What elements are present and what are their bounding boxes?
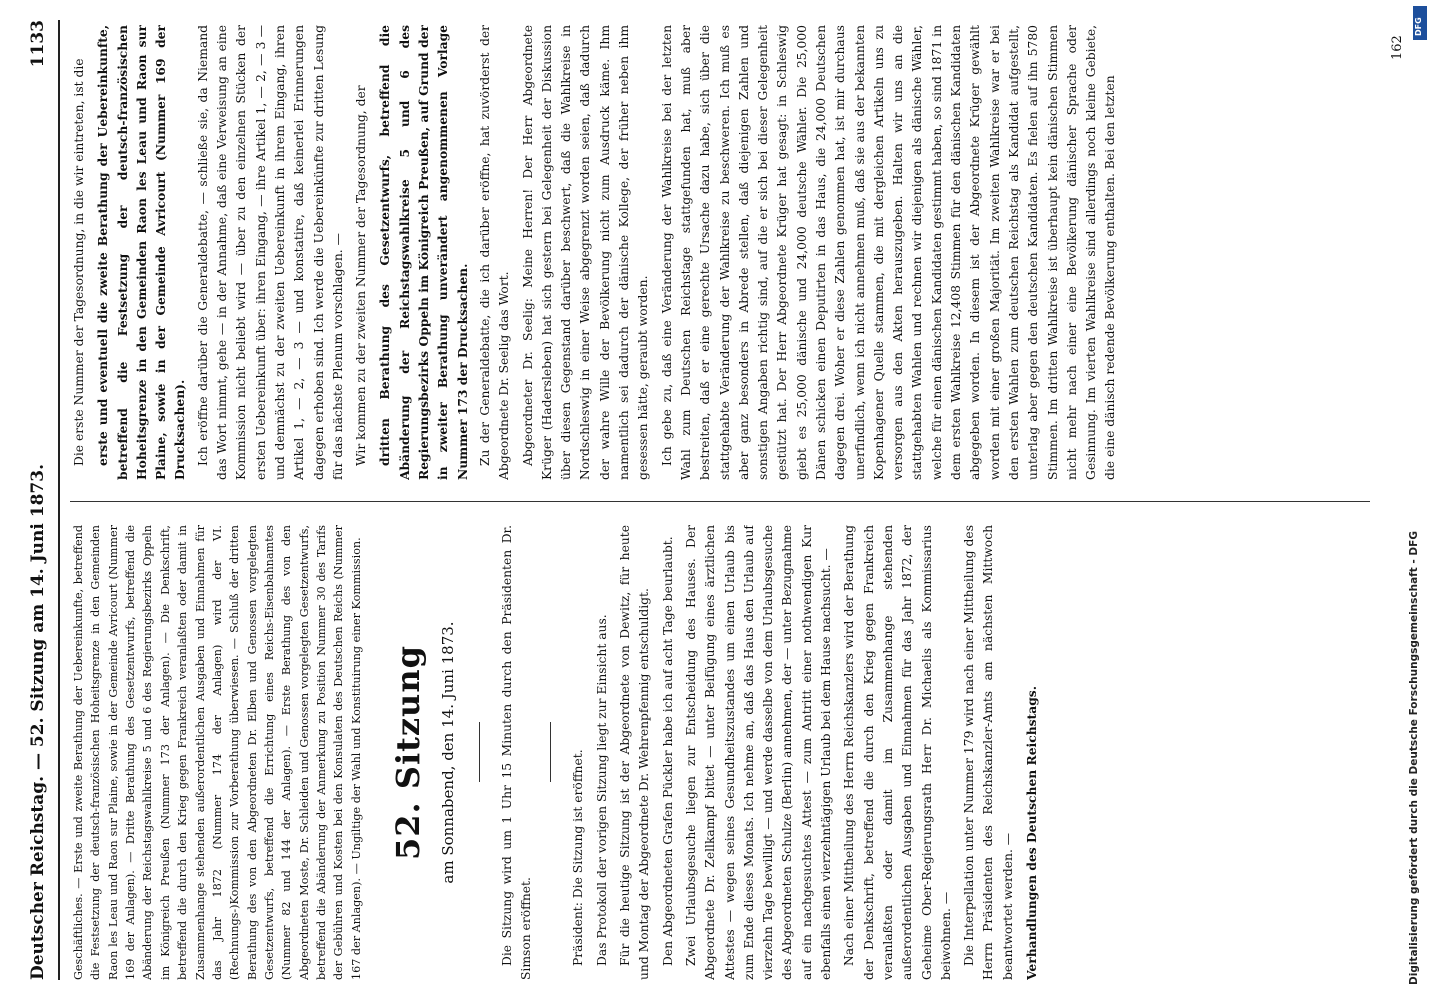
- left-paragraph: Präsident: Die Sitzung ist eröffnet.: [571, 749, 586, 966]
- left-column: [70, 525, 1410, 980]
- right-paragraph: Ich gebe zu, daß eine Veränderung der Wahlkreise bei der letzten Wahl zum Deutschen Reichstage stattgefunden hat, muß aber bestreiten, daß er eine gerechte Ursache dazu habe, sich über die stattgehabte Veränderung der Wahlkreise zu beschweren. Ich muß es aber ganz besonders in Abrede stellen, daß diejenigen Zahlen und sonstigen Angaben richtig sind, auf die er sich bei dieser Gelegenheit gestützt hat. Der Herr Abgeordnete Krüger hat gesagt: in Schleswig giebt es 25,000 dänische und 24,000 deutsche Wähler. Die 25,000 Dänen schicken einen Deputirten in das Haus, die 24,000 Deutschen dagegen drei. Woher er diese Zahlen genommen hat, ist mir durchaus unerfindlich, wenn ich nicht annehmen muß, daß sie aus der bekannten Kopenhagener Quelle stammen, die mit dergleichen Artikeln uns zu versorgen aus den Akten herauszugeben. Halten wir uns an die stattgehabten Wahlen und rechnen wir diejenigen als dänische Wähler, welche für einen dänischen Kandidaten gestimmt haben, so sind 1871 in dem ersten Wahlkreise 12,408 Stimmen für den dänischen Kandidaten abgegeben worden. In diesem ist der Abgeordnete Krüger gewählt worden mit einer großen Majorität. Im zweiten Wahlkreise war er bei den ersten Wahlen zum deutschen Reichstag als Kandidat aufgestellt, unterlag aber gegen den deutschen Kandidaten. Es fielen auf ihn 5780 Stimmen. Im dritten Wahlkreise ist überhaupt kein dänischen Stimmen nicht mehr nach einer eine Bevölkerung dänischer Sprache oder Gesinnung. Im vierten Wahlkreise sind allerdings noch kleine Gebiete, die eine dänisch redende Bevölkerung enthalten. Bei den letzten: [659, 25, 1118, 480]
- right-paragraph: Zu der Generaldebatte, die ich darüber eröffne, hat zuvörderst der Abgeordnete Dr. Seelig das Wort.: [477, 25, 512, 480]
- session-opening: Die Sitzung wird um 1 Uhr 15 Minuten durch den Präsidenten Dr. Simson eröffnet.: [499, 525, 534, 980]
- right-paragraph: Abgeordneter Dr. Seelig: Meine Herren! Der Herr Abgeordnete Krüger (Hadersleben) hat sich gestern bei Gelegenheit der Diskussion über diesen Gegenstand darüber beschwert, daß die Wahlkreise in Nordschleswig in einer Weise abgegrenzt worden seien, daß dadurch der wahre Wille der Bevölkerung nicht zum Ausdruck käme. Ihm namentlich sei dadurch der dänische Kollege, der früher neben ihm gesessen hätte, geraubt worden.: [520, 25, 651, 480]
- dfg-logo: [1413, 6, 1427, 40]
- column-divider: [70, 501, 1370, 502]
- digitization-notice: [1402, 0, 1430, 1000]
- digitization-notice-text: Digitalisierung gefördert durch die Deutsche Forschungsgemeinschaft - DFG: [1408, 531, 1420, 985]
- running-header: [20, 20, 60, 980]
- left-paragraph: Die Interpellation unter Nummer 179 wird nach einer Mittheilung des Herrn Präsidenten des Reichskanzler-Amts am nächsten Mittwoch beantwortet werden. —: [962, 525, 1015, 980]
- right-column: [70, 25, 1410, 480]
- session-summary: Geschäftliches. — Erste und zweite Berathung der Uebereinkunfte, betreffend die Festsetzung der deutsch-französischen Hoheitsgrenze in den Gemeinden Raon les Leau und Raon sur Plaine, sowie in der Gemeinde Avricourt (Nummer 169 der Anlagen). — Dritte Berathung des Gesetzentwurfs, betreffend die Abänderung der Reichstagswahlkreise 5 und 6 des Regierungsbezirks Oppeln im Königreich Preußen (Nummer 173 der Anlagen). — Die Denkschrift, betreffend die durch den Krieg gegen Frankreich veranlaßten oder damit in Zusammenhange stehenden außerordentlichen Ausgaben und Einnahmen für das Jahr 1872 (Nummer 174 der Anlagen) wird der VI. (Rechnungs-)Kommission zur Vorberathung überwiesen. — Schluß der dritten Berathung des von den Abgeordneten Dr. Elben und Genossen vorgelegten Gesetzentwurfs, betreffend die Errichtung eines Reichs-Eisenbahnamtes (Nummer 82 und 144 der Anlagen). — Erste Berathung des von den Abgeordneten Moste, Dr. Schleiden und Genossen vorgelegten Gesetzentwurfs, betreffend die Abänderung der Anmerkung zu Position Nummer 30 des Tarifs der Gebühren und Kosten bei den Konsulaten des Deutschen Reichs (Nummer 167 der Anlagen). — Ungiltige der Wahl und Konstituirung einer Kommission.: [72, 525, 363, 980]
- signature-number: 162: [1390, 35, 1405, 60]
- right-paragraph: Die erste Nummer der Tagesordnung, in die wir eintreten, ist die: [72, 58, 86, 466]
- session-title: 52. Sitzung: [389, 645, 428, 860]
- agenda-item-bold: erste und eventuell die zweite Berathung der Uebereinkunfte, betreffend die Festsetzung der deutsch-französischen Hoheitsgrenze in den Gemeinden Raon les Leau und Raon sur Plaine, sowie in der Gemeinde Avricourt (Nummer 169 der Drucksachen).: [95, 25, 188, 480]
- left-paragraph: Den Abgeordneten Grafen Pückler habe ich auf acht Tage beurlaubt.: [660, 536, 675, 966]
- left-paragraph: Das Protokoll der vorigen Sitzung liegt zur Einsicht aus.: [594, 614, 609, 966]
- session-date: am Sonnabend, den 14. Juni 1873.: [439, 621, 458, 884]
- left-paragraph: Nach einer Mittheilung des Herrn Reichskanzlers wird der Berathung der Denkschrift, betreffend die durch den Krieg gegen Frankreich veranlaßten oder damit im Zusammenhange stehenden außerordentlichen Ausgaben und Einnahmen für das Jahr 1872, der Geheime Ober-Regierungsrath Herr Dr. Michaelis als Kommissarius beiwohnen. —: [842, 525, 953, 980]
- right-paragraph: Wir kommen zu der zweiten Nummer der Tagesordnung, der: [354, 85, 369, 466]
- right-paragraph: Ich eröffne darüber die Generaldebatte, — schließe sie, da Niemand das Wort nimmt, gehe — in der Annahme, daß eine Verweisung an eine Kommission nicht beliebt wird — über zu den einzelnen Stücken der ersten Uebereinkunft über: ihren Eingang, — ihre Artikel 1, — 2, — 3 — und demnächst zu der zweiten Uebereinkunft in ihrem Eingang, ihren Artikel 1, — 2, — 3 — und konstatire, daß keinerlei Erinnerungen dagegen erhoben sind. Ich werde die Uebereinkünfte zur dritten Lesung für das nächste Plenum vorschlagen. —: [195, 25, 345, 480]
- running-header-title: Deutscher Reichstag. — 52. Sitzung am 14. Juni 1873.: [28, 464, 48, 980]
- agenda-item-bold: dritten Berathung des Gesetzentwurfs, betreffend die Abänderung der Reichstagswahlkreise 5 und 6 des Regierungsbezirks Oppeln im Königreich Preußen, auf Grund der in zweiter Berathung unverändert angenommenen Vorlage Nummer 173 der Drucksachen.: [377, 25, 470, 480]
- section-divider: [550, 723, 551, 783]
- section-divider: [479, 723, 480, 783]
- left-paragraph: Zwei Urlaubsgesuche liegen zur Entscheidung des Hauses. Der Abgeordnete Dr. Zellkampf bittet — unter Beifügung eines ärztlichen Attestes — wegen seines Gesundheitszustandes um einen Urlaub bis zum Ende dieses Monats. Ich nehme an, daß das Haus den Urlaub auf vierzehn Tage bewilligt — und werde dasselbe von dem Urlaubsgesuche des Abgeordneten Schulze (Berlin) annehmen, der — unter Bezugnahme auf ein nachgesuchtes Attest — zum Antritt einer nothwendigen Kur ebenfalls einen vierzehntägigen Urlaub bei dem Hause nachsucht. —: [683, 525, 834, 980]
- left-paragraph: Für die heutige Sitzung ist der Abgeordnete von Dewitz, für heute und Montag der Abgeordnete Dr. Wehrenpfennig entschuldigt.: [618, 525, 652, 980]
- page-footer: Verhandlungen des Deutschen Reichstags.: [1024, 685, 1040, 980]
- page-number: 1133: [28, 20, 48, 68]
- dfg-logo-text: DFG: [1414, 17, 1423, 36]
- header-rule: [58, 20, 60, 980]
